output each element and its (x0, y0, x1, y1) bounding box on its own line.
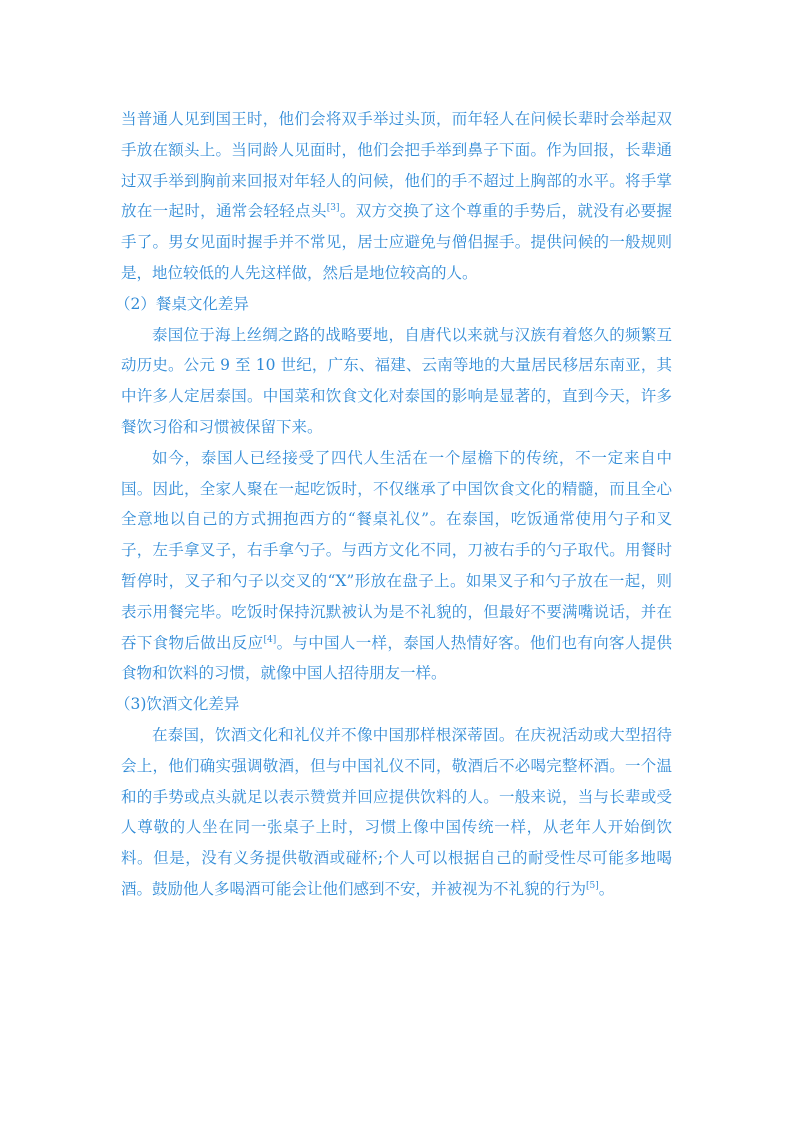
paragraph-text: 。双方交换了这个尊重的手势后，就没有必要握手了。男女见面时握手并不常见，居士应避免与僧侣握手。提供问候的一般规则是，地位较低的人先这样做，然后是地位较高的人。 (121, 202, 672, 282)
paragraph-dining-manners (121, 443, 672, 689)
paragraph-text: 在泰国，饮酒文化和礼仪并不像中国那样根深蒂固。在庆祝活动或大型招待会上，他们确实强调敬酒，但与中国礼仪不同，敬酒后不必喝完整杯酒。一个温和的手势或点头就足以表示赞赏并回应提供饮料的人。一般来说，当与长辈或受人尊敬的人坐在同一张桌子上时，习惯上像中国传统一样，从老年人开始倒饮料。但是，没有义务提供敬酒或碰杯;个人可以根据自己的耐受性尽可能多地喝酒。鼓励他人多喝酒可能会让他们感到不安，并被视为不礼貌的行为 (121, 725, 672, 898)
paragraph-text: 如今，泰国人已经接受了四代人生活在一个屋檐下的传统，不一定来自中国。因此，全家人聚在一起吃饭时，不仅继承了中国饮食文化的精髓，而且全心全意地以自己的方式拥抱西方的“餐桌礼仪”。在泰国，吃饭通常使用勺子和叉子，左手拿叉子，右手拿勺子。与西方文化不同，刀被右手的勺子取代。用餐时暂停时，叉子和勺子以交叉的“X”形放在盘子上。如果叉子和勺子放在一起，则表示用餐完毕。吃饭时保持沉默被认为是不礼貌的，但最好不要满嘴说话，并在吞下食物后做出反应 (121, 448, 672, 652)
section-heading-drinking-culture: （3)饮酒文化差异 (115, 695, 240, 714)
citation-ref: [5] (586, 880, 599, 891)
paragraph-greeting-etiquette (121, 104, 672, 289)
paragraph-text: 。 (598, 879, 615, 898)
citation-ref: [3] (326, 203, 340, 214)
citation-ref: [4] (263, 634, 277, 645)
paragraph-history: 泰国位于海上丝绸之路的战略要地，自唐代以来就与汉族有着悠久的频繁互动历史。公元 9 至 10 世纪，广东、福建、云南等地的大量居民移居东南亚，其中许多人定居泰国。中国菜和饮食文化对泰国的影响是显著的，直到今天，许多餐饮习俗和习惯被保留下来。 (121, 325, 672, 436)
section-heading-table-culture: （2）餐桌文化差异 (115, 294, 249, 313)
paragraph-text: 当普通人见到国王时，他们会将双手举过头顶，而年轻人在问候长辈时会举起双手放在额头上。当同龄人见面时，他们会把手举到鼻子下面。作为回报，长辈通过双手举到胸前来回报对年轻人的问候，他们的手不超过上胸部的水平。将手掌放在一起时，通常会轻轻点头 (121, 110, 672, 221)
paragraph-text: 。与中国人一样，泰国人热情好客。他们也有向客人提供食物和饮料的习惯，就像中国人招待朋友一样。 (121, 633, 672, 683)
document-body (115, 104, 672, 905)
paragraph-drinking-etiquette (121, 720, 672, 905)
